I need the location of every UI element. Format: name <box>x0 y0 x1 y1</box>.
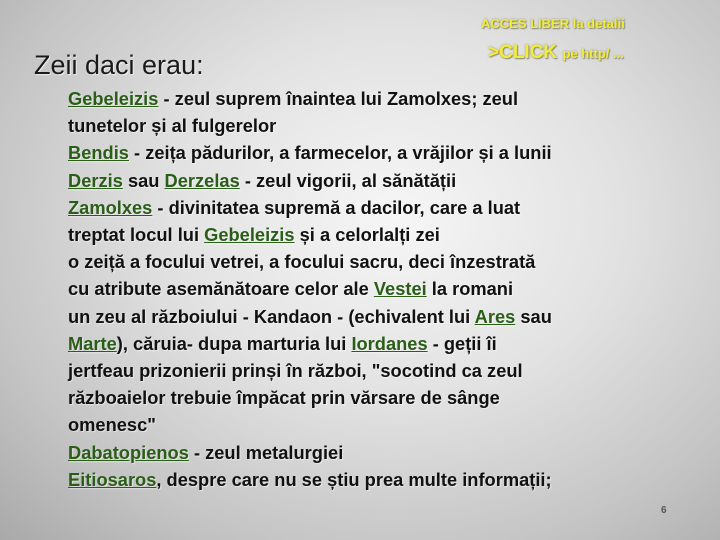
line-text: ), căruia- dupa marturia lui <box>116 332 352 354</box>
deity-link[interactable]: Ares <box>474 305 516 327</box>
line-text: războaielor trebuie împăcat prin vărsare de sânge <box>68 387 500 409</box>
text-line <box>68 466 718 493</box>
text-line <box>68 303 718 330</box>
promo-click-label: >CLICK <box>488 42 558 63</box>
deity-link[interactable]: Derzis <box>68 169 123 191</box>
line-text: , despre care nu se știu prea multe informații; <box>156 468 552 490</box>
line-text: - zeul metalurgiei <box>188 441 344 463</box>
promo-url-label: pe http/ ... <box>562 46 624 61</box>
text-line <box>68 139 718 166</box>
line-text: cu atribute asemănătoare celor ale <box>68 278 374 300</box>
promo-text-top[interactable]: ACCES LIBER la detalii <box>481 16 625 31</box>
deity-link[interactable]: Dabatopienos <box>68 441 189 463</box>
line-text: treptat locul lui <box>68 224 205 246</box>
text-line <box>68 194 718 221</box>
line-text: un zeu al războiului - Kandaon - (echivalent lui <box>68 305 475 327</box>
text-line <box>68 275 718 302</box>
deity-link[interactable]: Vestei <box>373 278 427 300</box>
deity-link[interactable]: Marte <box>68 332 117 354</box>
line-text: - divinitatea supremă a dacilor, care a luat <box>152 196 521 218</box>
text-line <box>68 221 718 248</box>
line-text: - geții îi <box>427 332 497 354</box>
deity-link[interactable]: Gebeleizis <box>204 224 295 246</box>
line-text: o zeiță a focului vetrei, a focului sacru, deci înzestrată <box>68 251 536 273</box>
line-text: tunetelor și al fulgerelor <box>68 115 277 137</box>
text-line <box>68 112 718 139</box>
deity-link[interactable]: Bendis <box>68 142 129 164</box>
line-text: sau <box>515 305 552 327</box>
line-text: jertfeau prizonierii prinși în război, "socotind ca zeul <box>68 360 523 382</box>
page-number: 6 <box>661 505 667 516</box>
text-line <box>68 330 718 357</box>
deity-link[interactable]: Gebeleizis <box>68 88 159 109</box>
line-text: - zeul vigorii, al sănătății <box>239 169 457 191</box>
line-text: și a celorlalți zei <box>294 224 440 246</box>
promo-click-link[interactable] <box>488 42 624 64</box>
line-text: - zeul suprem înaintea lui Zamolxes; zeul <box>158 88 519 109</box>
line-text: - zeița pădurilor, a farmecelor, a vrăjilor și a lunii <box>128 142 552 164</box>
slide-title: Zeii daci erau: <box>34 50 204 80</box>
text-line <box>68 439 718 466</box>
text-line <box>68 167 718 194</box>
deity-link[interactable]: Zamolxes <box>68 196 153 218</box>
text-line <box>68 357 718 384</box>
line-text: la romani <box>426 278 514 300</box>
text-line <box>68 248 718 275</box>
deity-link[interactable]: Eitiosaros <box>68 468 157 490</box>
text-line <box>68 85 718 112</box>
line-text: omenesc" <box>68 414 156 436</box>
line-text: sau <box>122 169 165 191</box>
text-line <box>68 384 718 411</box>
deity-link[interactable]: Derzelas <box>164 169 240 191</box>
text-line <box>68 411 718 438</box>
deity-list <box>68 85 718 493</box>
deity-link[interactable]: Iordanes <box>351 332 428 354</box>
